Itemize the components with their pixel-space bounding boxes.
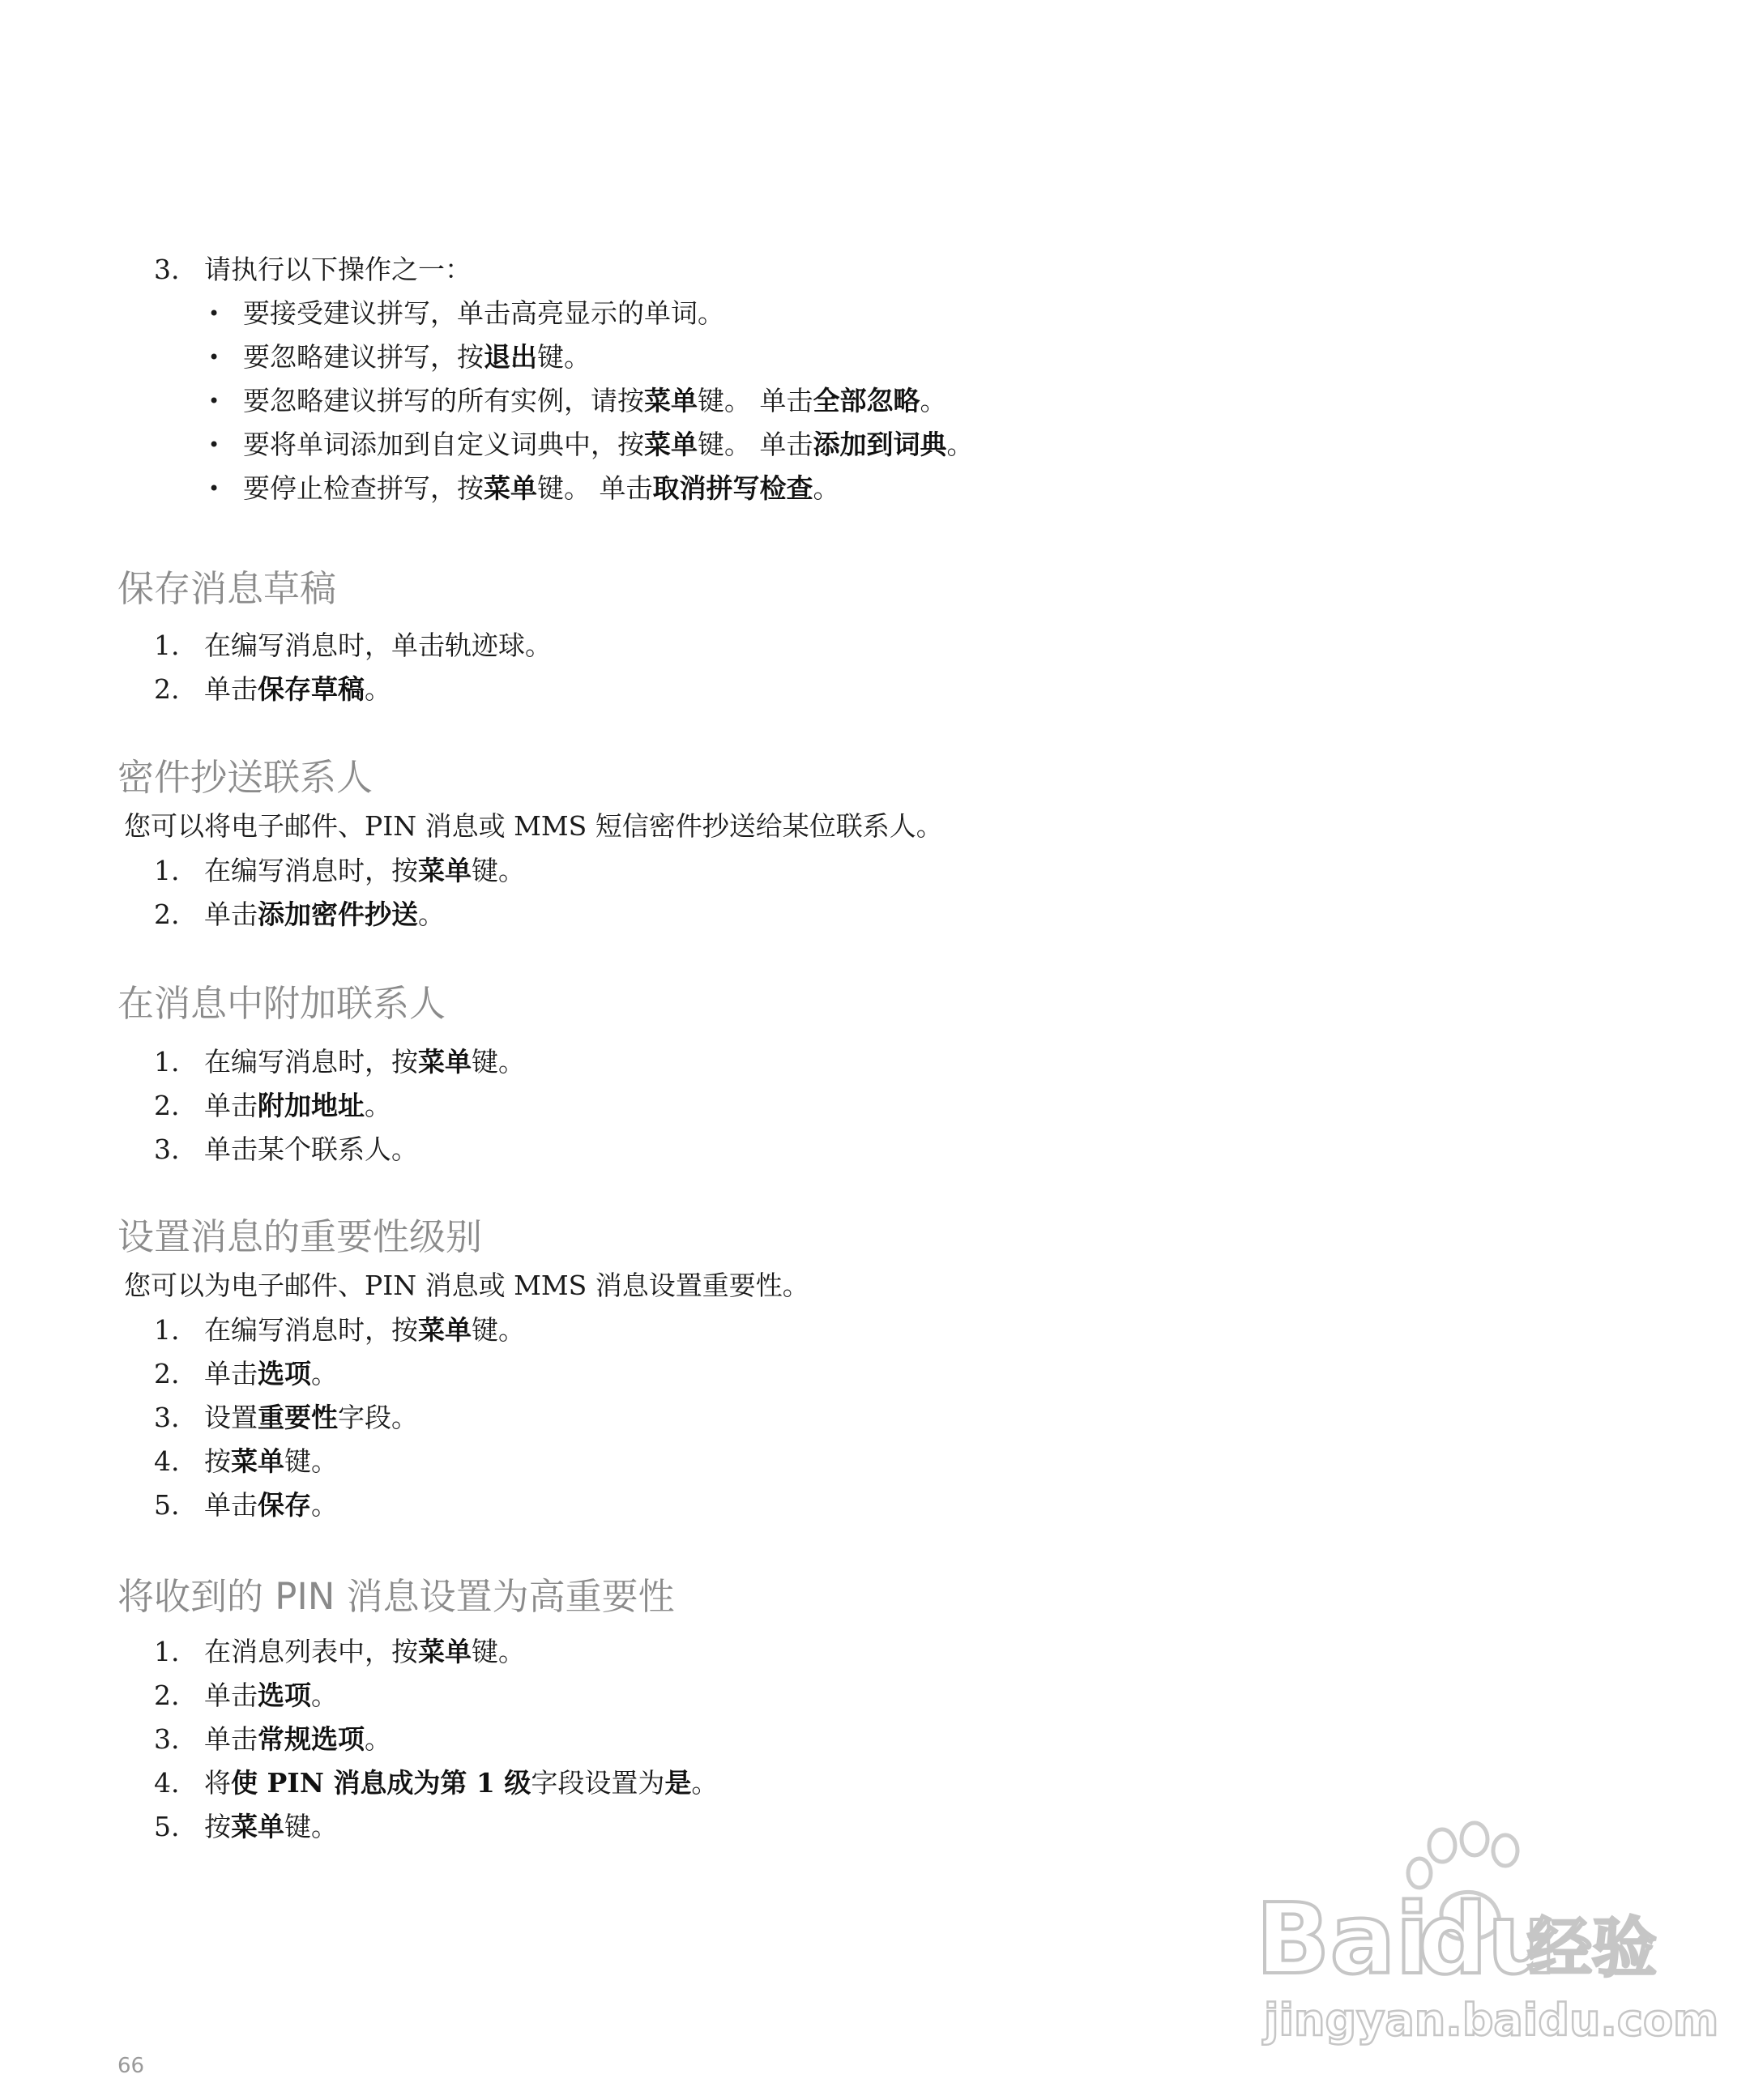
text-run: 按 [204,1811,231,1842]
text-run: 键。 [472,1636,525,1667]
bold-keyword: 取消拼写检查 [652,472,813,504]
text-run: 键。 [537,341,591,373]
text-run: 键。 [284,1445,338,1477]
text-run: 单击 [204,1090,258,1121]
step-number: 3. [154,1723,180,1755]
svg-text:jingyan.baidu.com: jingyan.baidu.com [1264,1995,1719,2046]
step-number: 2. [154,1090,180,1121]
bold-keyword: 菜单 [231,1445,284,1477]
text-run: 在编写消息时，按 [204,1046,418,1078]
step-number: 3. [154,1402,180,1433]
step-number: 2. [154,1680,180,1711]
text-run: 要接受建议拼写，单击高亮显示的单词。 [243,297,724,329]
step-number: 3. [154,254,180,285]
step-number: 1. [154,855,180,886]
bold-keyword: 选项 [258,1358,311,1389]
bold-keyword: 菜单 [418,1636,472,1667]
step-number: 1. [154,1046,180,1078]
bold-keyword: 添加密件抄送 [258,898,418,930]
text-run: 。 [311,1680,338,1711]
step-number: 1. [154,630,180,661]
text-run: 。 [311,1358,338,1389]
text-run: 键。 [472,1314,525,1346]
step-number: 4. [154,1445,180,1477]
section-heading: 密件抄送联系人 [117,756,373,799]
text-run: 键。 [472,1046,525,1078]
step-text [204,1046,525,1078]
text-run: 单击 [204,1358,258,1389]
text-run: 。 [365,1723,391,1755]
bold-keyword: 保存草稿 [258,673,365,705]
step-number: 5. [154,1811,180,1842]
bold-keyword: 附加地址 [258,1090,365,1121]
text-run: 。 [920,385,947,416]
text-run: 。 [813,472,840,504]
text-run: 要停止检查拼写，按 [243,472,484,504]
text-run: 单击 [204,673,258,705]
step-number: 2. [154,898,180,930]
step-text [204,1358,338,1390]
step-number: 1. [154,1636,180,1667]
bold-keyword: 常规选项 [258,1723,365,1755]
text-run: 键。 [284,1811,338,1842]
step-text [204,630,552,662]
step-text [204,1811,338,1843]
text-run: 要忽略建议拼写的所有实例，请按 [243,385,644,416]
step-text [204,673,391,706]
section-heading: 将收到的 PIN 消息设置为高重要性 [117,1575,675,1618]
text-run: 。 [311,1489,338,1521]
text-run: 键。 单击 [537,472,653,504]
svg-text:du: du [1418,1884,1557,1996]
step-text [204,1402,418,1434]
text-run: 键。 单击 [698,385,813,416]
text-run: 。 [365,673,391,705]
text-run: 字段。 [338,1402,418,1433]
bold-keyword: 使 PIN 消息成为第 1 级 [231,1767,531,1799]
text-run: 要将单词添加到自定义词典中，按 [243,429,644,460]
bold-keyword: 保存 [258,1489,311,1521]
bold-keyword: 选项 [258,1680,311,1711]
text-run: 单击 [204,1680,258,1711]
text-run: 在编写消息时，单击轨迹球。 [204,630,552,661]
text-run: 。 [946,429,974,460]
bold-keyword: 菜单 [484,472,537,504]
bullet-icon: • [208,390,220,412]
text-run: 在编写消息时，按 [204,1314,418,1346]
text-run: 按 [204,1445,231,1477]
step-number: 2. [154,1358,180,1389]
section-intro: 您可以为电子邮件、PIN 消息或 MMS 消息设置重要性。 [124,1270,809,1301]
section-heading: 保存消息草稿 [117,567,337,610]
text-run: 在消息列表中，按 [204,1636,418,1667]
step-text [204,898,445,931]
text-run: 将 [204,1767,231,1799]
step-number: 2. [154,673,180,705]
step-text [204,1445,338,1478]
svg-text:Bai: Bai [1256,1884,1429,1996]
bold-keyword: 是 [664,1767,692,1799]
bold-keyword: 菜单 [418,1046,472,1078]
step-number: 1. [154,1314,180,1346]
step-text [204,1090,391,1122]
step-text: 请执行以下操作之一： [204,254,472,285]
bold-keyword: 添加到词典 [813,429,947,460]
text-run: 要忽略建议拼写，按 [243,341,484,373]
text-run: 设置 [204,1402,258,1433]
text-run: 。 [365,1090,391,1121]
bold-keyword: 菜单 [418,1314,472,1346]
bold-keyword: 退出 [484,341,537,373]
bold-keyword: 菜单 [644,429,698,460]
bullet-text [243,385,947,417]
step-text [204,1723,391,1756]
baidu-jingyan-watermark-logo [1248,1823,1719,2050]
text-run: 在编写消息时，按 [204,855,418,886]
bold-keyword: 菜单 [231,1811,284,1842]
text-run: 键。 单击 [698,429,813,460]
step-number: 4. [154,1767,180,1799]
bullet-text [243,429,974,461]
bullet-icon: • [208,346,220,369]
step-text [204,1314,525,1347]
text-run: 字段设置为 [531,1767,665,1799]
bold-keyword: 菜单 [644,385,698,416]
bullet-icon: • [208,302,220,325]
step-number: 3. [154,1133,180,1165]
text-run: 单击 [204,898,258,930]
text-run: 。 [691,1767,719,1799]
text-run: 。 [418,898,445,930]
step-text [204,1636,525,1668]
bullet-icon: • [208,433,220,456]
section-heading: 在消息中附加联系人 [117,982,446,1025]
step-text [204,1767,718,1799]
bullet-text [243,297,724,330]
step-text [204,1133,418,1166]
bullet-icon: • [208,477,220,500]
bold-keyword: 菜单 [418,855,472,886]
step-text [204,1489,338,1522]
step-text [204,1680,338,1712]
svg-text:经验: 经验 [1527,1910,1657,1986]
text-run: 单击某个联系人。 [204,1133,418,1165]
bold-keyword: 全部忽略 [813,385,920,416]
text-run: 键。 [472,855,525,886]
section-intro: 您可以将电子邮件、PIN 消息或 MMS 短信密件抄送给某位联系人。 [124,810,943,842]
text-run: 单击 [204,1723,258,1755]
text-run: 单击 [204,1489,258,1521]
step-text [204,855,525,887]
page-number: 66 [117,2054,145,2078]
bullet-text [243,472,840,505]
bullet-text [243,341,591,373]
bold-keyword: 重要性 [258,1402,338,1433]
step-number: 5. [154,1489,180,1521]
section-heading: 设置消息的重要性级别 [117,1215,483,1258]
